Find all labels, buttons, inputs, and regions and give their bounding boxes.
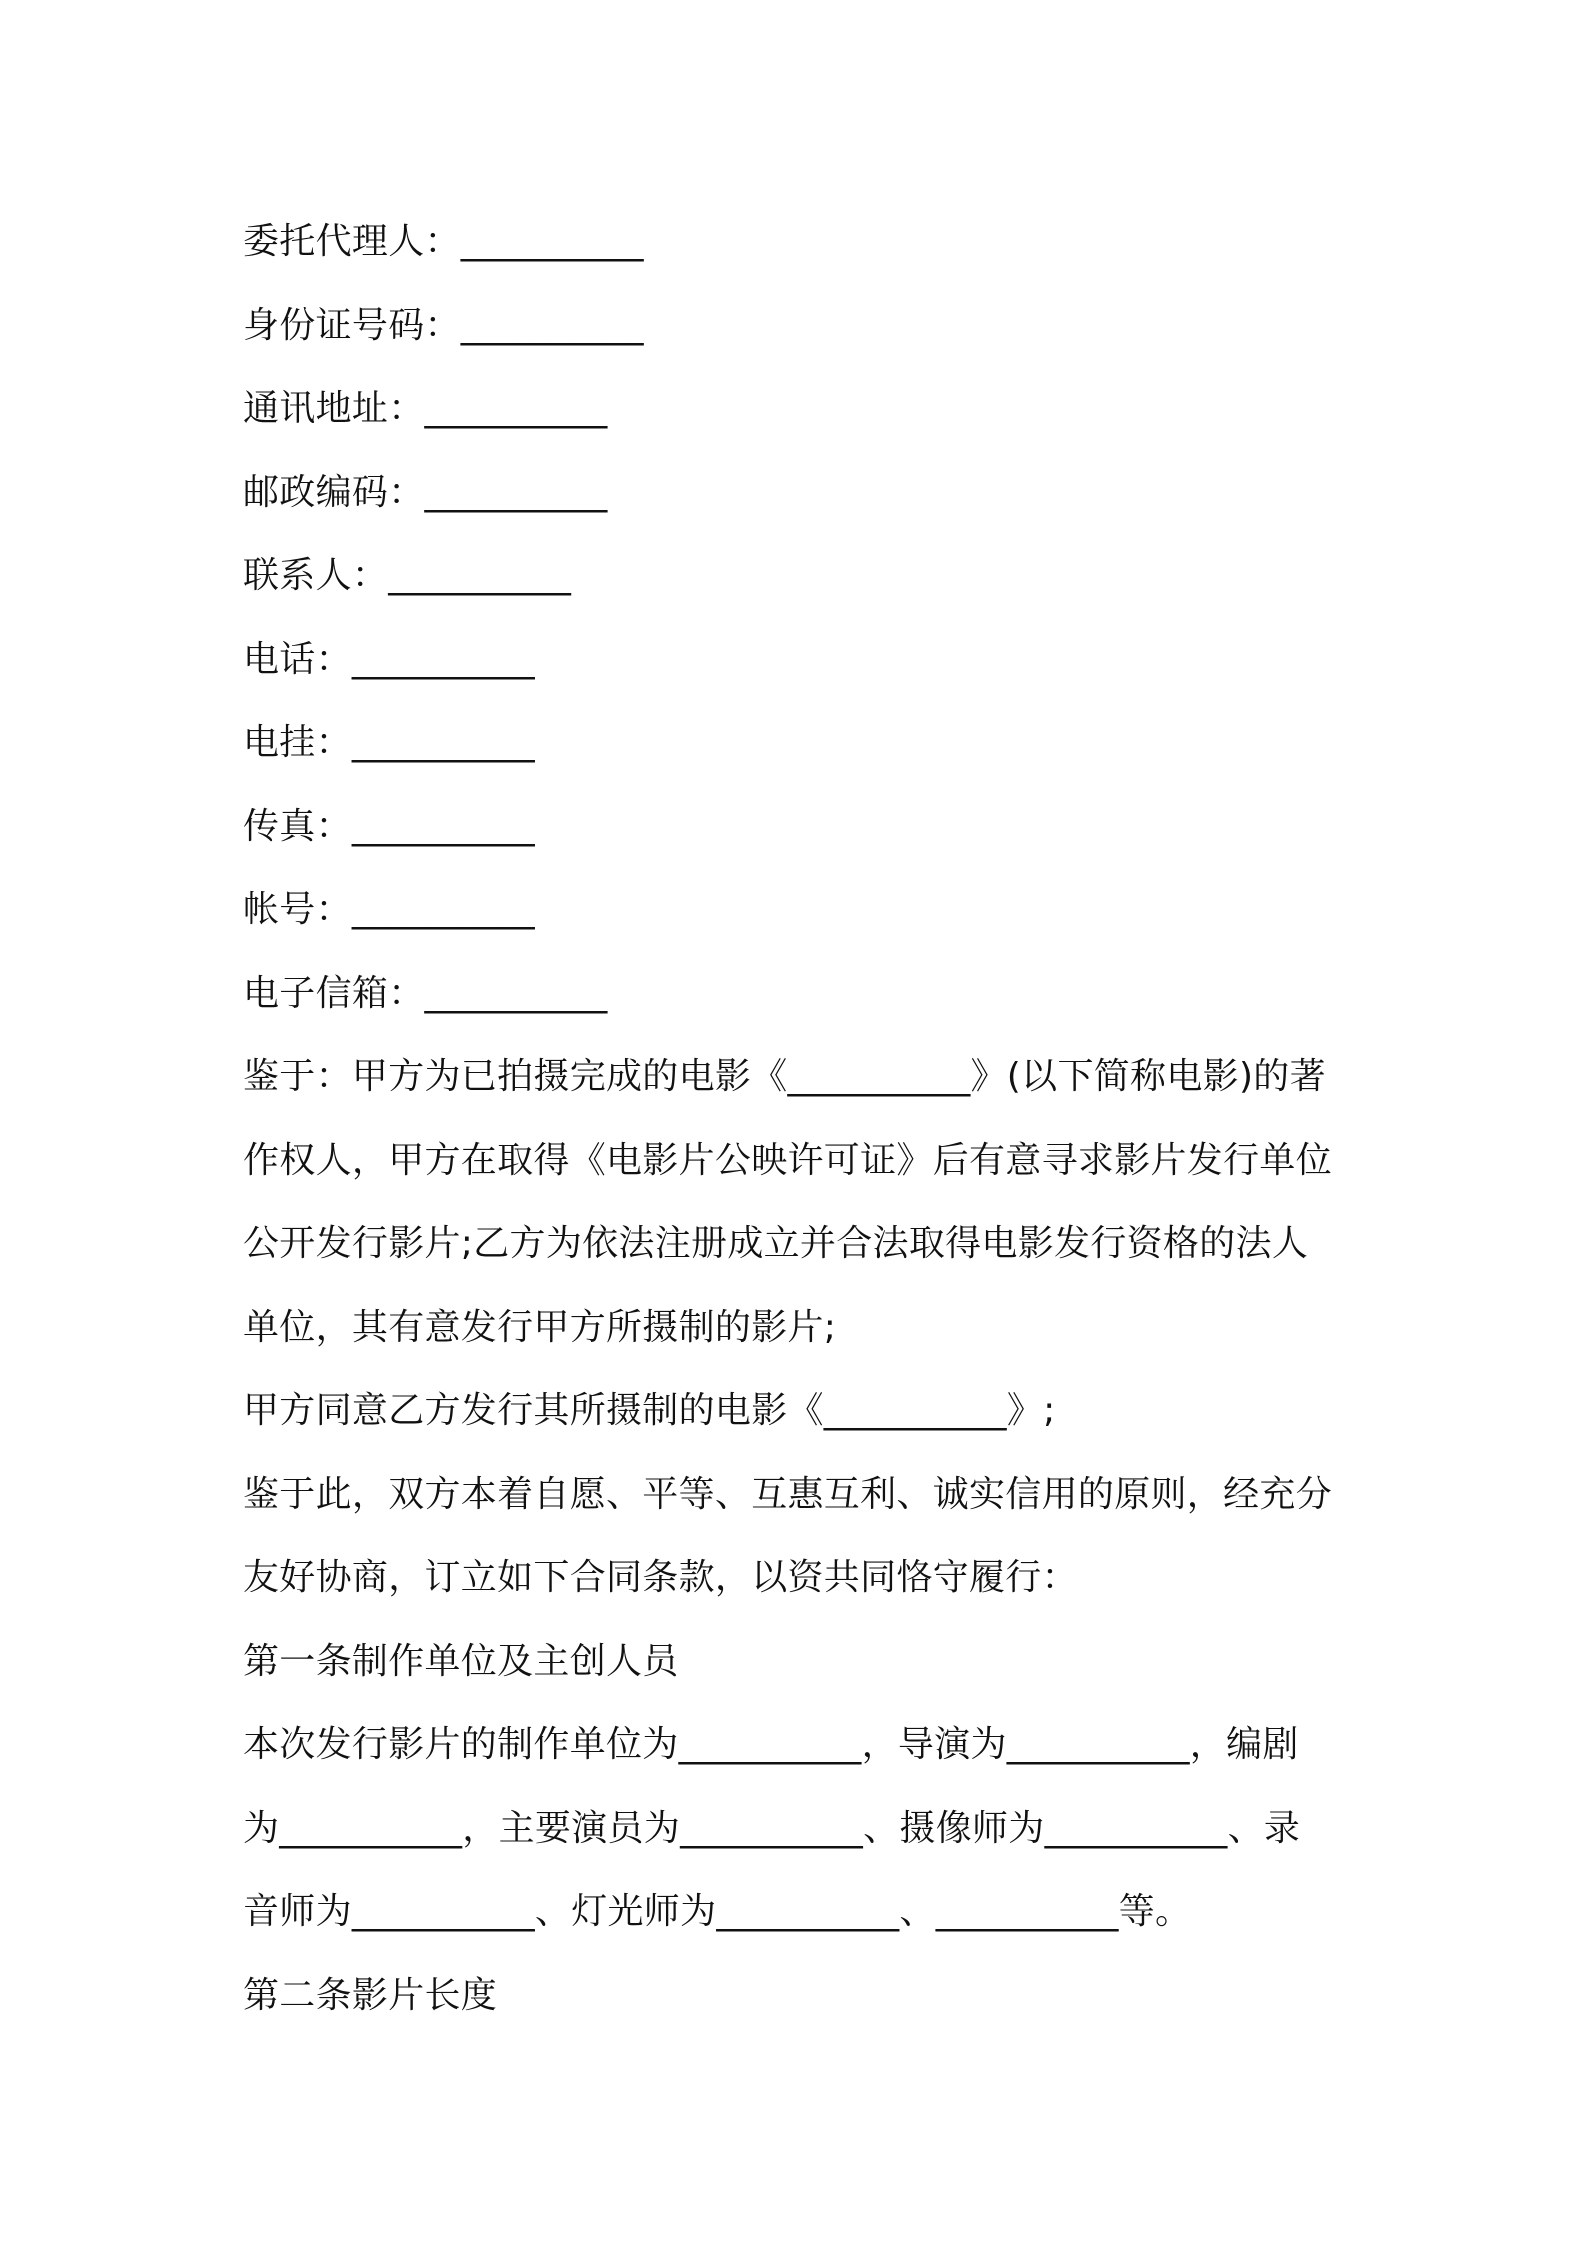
field-contact: 联系人：__________	[243, 555, 572, 596]
principles-paragraph-line: 鉴于此，双方本着自愿、平等、互惠互利、诚实信用的原则，经充分	[243, 1473, 1333, 1515]
article-1-body-line: 为__________，主要演员为__________、摄像师为__________、录	[243, 1807, 1301, 1849]
article-2-heading: 第二条影片长度	[243, 1974, 498, 2016]
whereas-paragraph-line: 公开发行影片;乙方为依法注册成立并合法取得电影发行资格的法人	[243, 1223, 1309, 1264]
field-id-number: 身份证号码：__________	[243, 304, 644, 346]
whereas-paragraph-line: 作权人，甲方在取得《电影片公映许可证》后有意寻求影片发行单位	[243, 1139, 1333, 1181]
field-address: 通讯地址：__________	[243, 388, 608, 429]
article-1-heading: 第一条制作单位及主创人员	[243, 1640, 679, 1682]
principles-paragraph-line: 友好协商，订立如下合同条款，以资共同恪守履行：	[243, 1557, 1078, 1598]
consent-paragraph: 甲方同意乙方发行其所摄制的电影《__________》;	[243, 1390, 1056, 1431]
whereas-paragraph-line: 鉴于：甲方为已拍摄完成的电影《__________》(以下简称电影)的著	[243, 1056, 1326, 1097]
article-1-body-line: 本次发行影片的制作单位为__________，导演为__________，编剧	[243, 1724, 1299, 1765]
article-1-body-line: 音师为__________、灯光师为__________、__________等。	[243, 1891, 1192, 1932]
field-account: 帐号：__________	[243, 889, 535, 930]
whereas-paragraph-line: 单位，其有意发行甲方所摄制的影片;	[243, 1306, 837, 1348]
field-agent: 委托代理人：__________	[243, 221, 644, 262]
field-email: 电子信箱：__________	[243, 972, 608, 1014]
document-body	[243, 200, 1353, 2037]
field-postcode: 邮政编码：__________	[243, 471, 608, 513]
field-cable: 电挂：__________	[243, 722, 535, 763]
field-phone: 电话：__________	[243, 638, 535, 680]
field-fax: 传真：__________	[243, 805, 535, 847]
